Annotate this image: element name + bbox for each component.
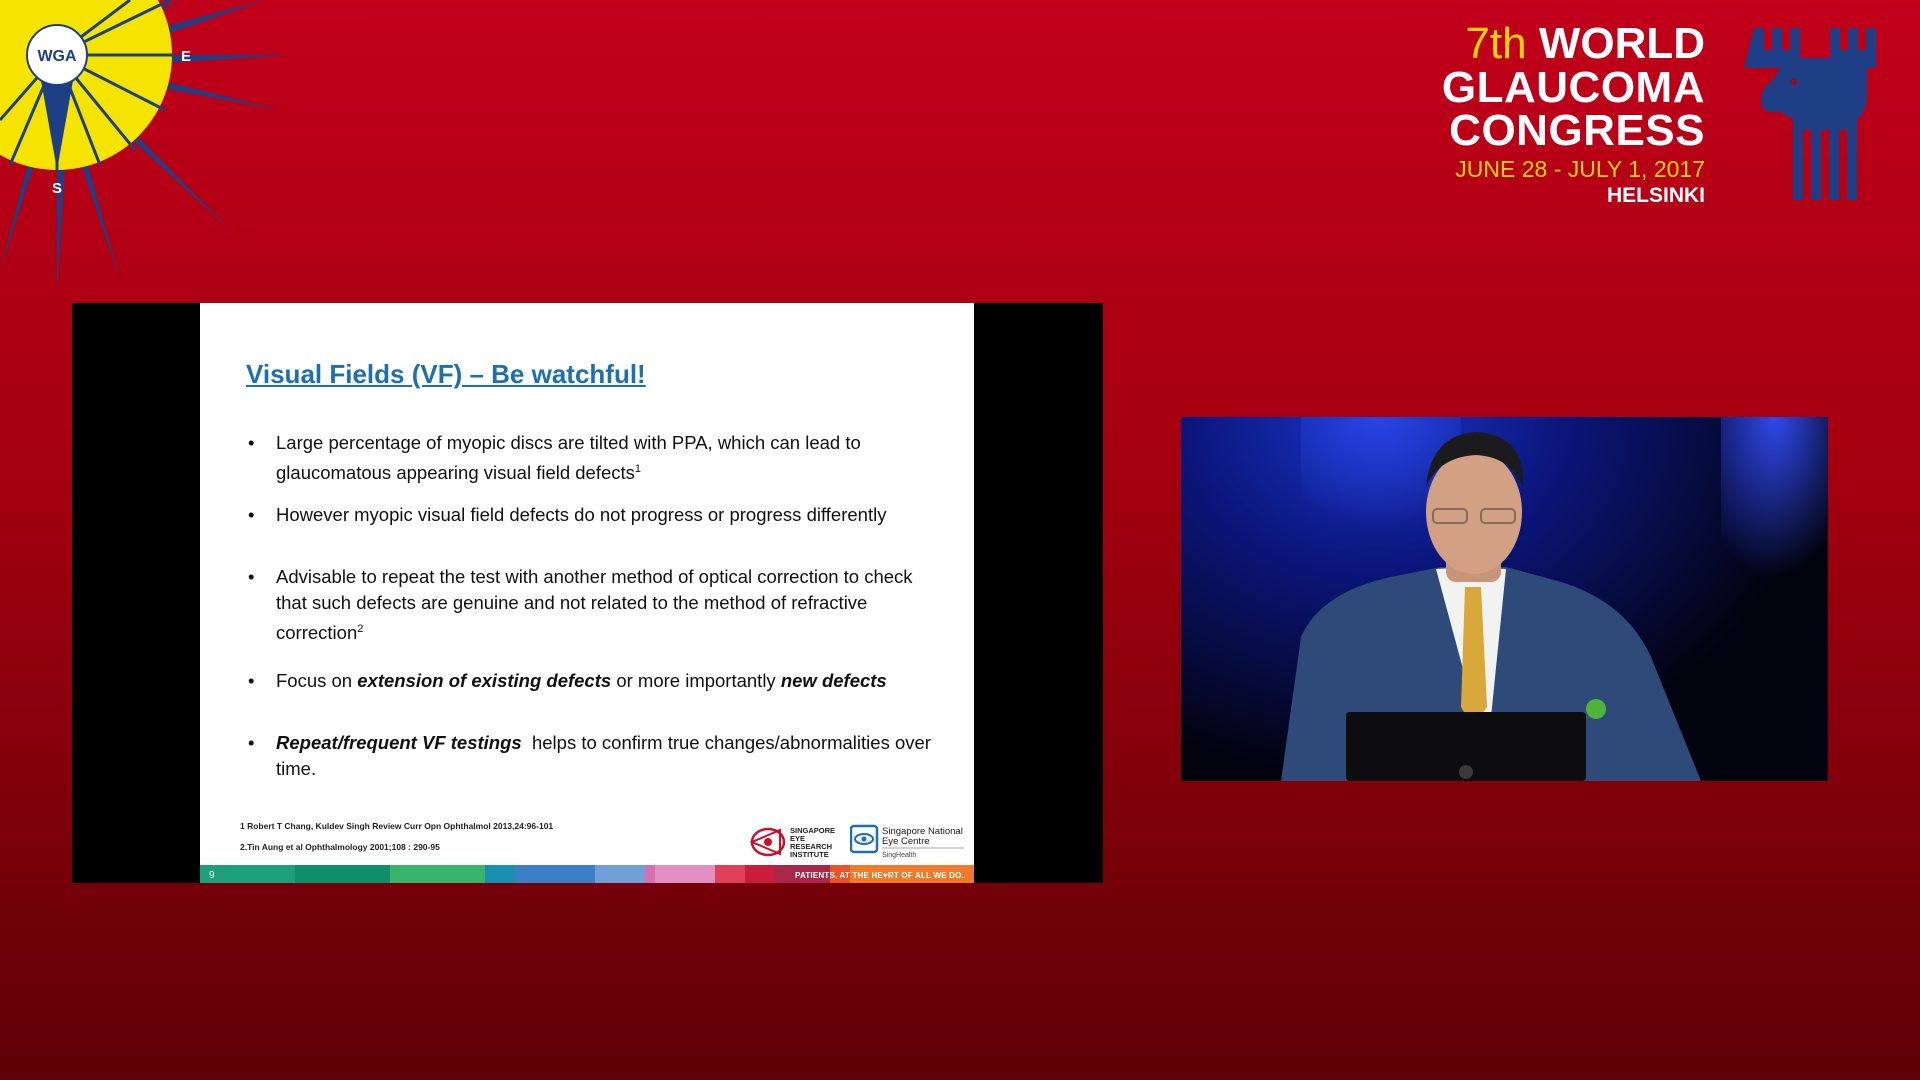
bullet-list: [246, 430, 946, 782]
wga-logo: [0, 0, 300, 300]
color-bar-segment: [390, 865, 485, 883]
congress-city: HELSINKI: [1606, 184, 1705, 207]
emphasis-text: new defects: [780, 670, 887, 691]
compass-e: E: [180, 48, 192, 65]
emphasis-text: extension of existing defects: [357, 670, 612, 691]
bullet-item: [246, 430, 946, 502]
bullet-item: [246, 502, 946, 564]
footnote-ref: 1: [634, 463, 642, 475]
seri-line-2: EYE: [790, 834, 806, 843]
footnote-ref: 2: [357, 623, 364, 635]
slide-panel: [72, 303, 1103, 883]
moose-logo-icon: [1742, 20, 1892, 205]
seri-logo: [750, 825, 844, 859]
congress-word-glaucoma: GLAUCOMA: [1441, 63, 1705, 112]
congress-ordinal: 7th: [1465, 19, 1527, 68]
congress-word-world: WORLD: [1538, 19, 1705, 68]
snec-line-3: SingHealth: [882, 852, 917, 859]
reference-2: 2.Tin Aung et al Ophthalmology 2001;108 : 290-95: [240, 842, 440, 852]
congress-line-1: [1442, 19, 1705, 68]
congress-dates: JUNE 28 - JULY 1, 2017: [1455, 156, 1705, 182]
emphasis-text: Repeat/frequent VF testings: [276, 732, 522, 753]
bullet-item: [246, 730, 946, 782]
color-bar-segment: [715, 865, 745, 883]
snec-logo: [850, 823, 966, 859]
seri-line-1: SINGAPORE: [790, 826, 836, 835]
color-bar-segment: [645, 865, 655, 883]
slide-title: Visual Fields (VF) – Be watchful!: [246, 359, 646, 389]
snec-line-1: Singapore National: [882, 826, 963, 837]
slide-tagline: PATIENTS. AT THE HE♥RT OF ALL WE DO.: [795, 871, 964, 880]
congress-word-congress: CONGRESS: [1449, 106, 1705, 155]
speaker-video: [1181, 417, 1828, 781]
bullet-text: However myopic visual field defects do not progress or progress differently: [276, 504, 887, 525]
wga-text: WGA: [37, 48, 77, 65]
color-bar-segment: [655, 865, 715, 883]
bullet-text: or more importantly: [611, 670, 781, 691]
color-bar-segment: [745, 865, 775, 883]
references: [240, 816, 553, 858]
bullet-item: [246, 564, 946, 668]
color-bar-segment: [295, 865, 390, 883]
seri-line-4: INSTITUTE: [790, 850, 829, 859]
reference-1: 1 Robert T Chang, Kuldev Singh Review Curr Opn Ophthalmol 2013,24:96-101: [240, 821, 554, 831]
color-bar-segment: [595, 865, 645, 883]
bullet-item: [246, 668, 946, 730]
color-bar-segment: [515, 865, 595, 883]
slide-number: 9: [209, 870, 215, 881]
compass-s: S: [51, 180, 63, 197]
slide: [200, 303, 974, 883]
snec-line-2: Eye Centre: [882, 836, 930, 847]
bullet-text: Large percentage of myopic discs are tilted with PPA, which can lead to glaucomatous appearing visual field defects: [276, 432, 861, 484]
bullet-text: Focus on: [276, 670, 358, 691]
bullet-text: Advisable to repeat the test with another method of optical correction to check that such defects are genuine and not related to the method of refractive correction: [276, 566, 913, 644]
seri-line-3: RESEARCH: [790, 842, 833, 851]
bullet-text: helps to confirm true changes/abnormalities over time.: [276, 732, 937, 779]
congress-title-block: [1441, 19, 1705, 209]
color-bar-segment: [485, 865, 515, 883]
